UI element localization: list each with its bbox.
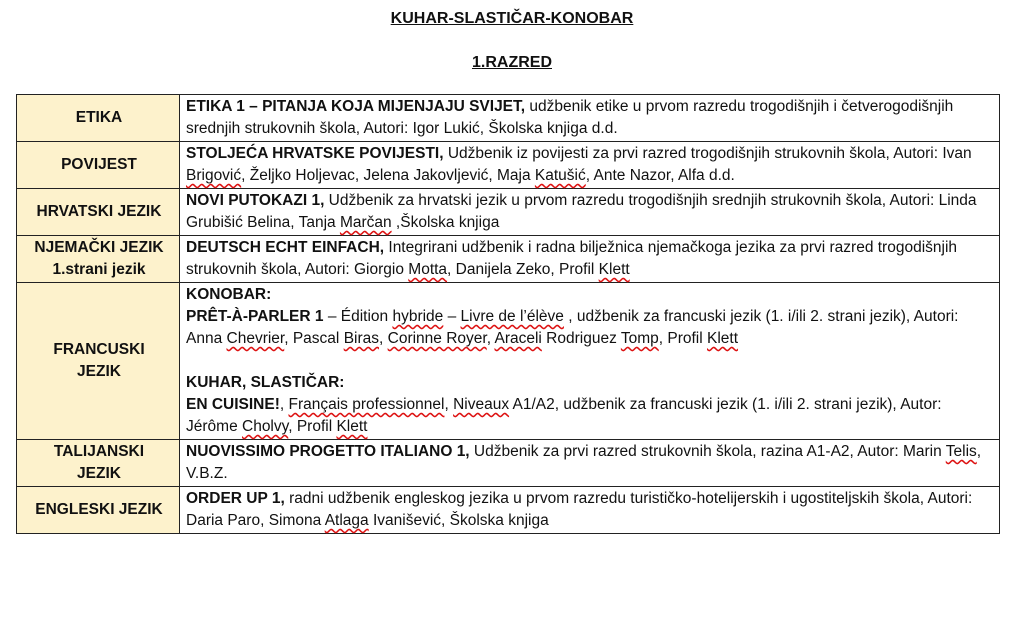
book-entry [186,394,995,438]
book-desc: Integrirani udžbenik i radna bilježnica njemačkoga jezika za prvi razred trogodišnjih strukovnih škola, Autori: Giorgio [186,239,958,278]
grade-title: 1.RAZRED [471,54,552,71]
spellcheck-word: Tomp [620,330,659,347]
book-desc: , Danijela Zeko, Profil [447,261,599,278]
subject-label: ENGLESKI JEZIK [35,501,163,518]
book-title: ETIKA 1 – PITANJA KOJA MIJENJAJU SVIJET, [186,98,526,115]
spellcheck-word: Chevrier [226,330,285,347]
spellcheck-word: Klett [336,418,368,435]
spellcheck-word: hybride [392,308,444,325]
book-desc: Udžbenik iz povijesti za prvi razred trogodišnjih strukovnih škola, Autori: Ivan [443,145,972,162]
book-desc: Rodriguez [541,330,621,347]
book-entry [186,306,995,350]
book-cell [180,95,1000,142]
table-row [17,142,1000,189]
book-title: NOVI PUTOKAZI 1, [186,192,325,209]
spacer [186,350,995,372]
book-desc: , Profil [658,330,707,347]
subject-sublabel: 1.strani jezik [52,261,146,278]
spellcheck-word: Niveaux [453,396,510,413]
spellcheck-word: Katušić [534,167,586,184]
subject-cell [17,440,180,487]
subject-sublabel: JEZIK [77,363,121,380]
program-title: KUHAR-SLASTIČAR-KONOBAR [390,10,634,27]
book-desc: radni udžbenik engleskog jezika u prvom razredu turističko-hotelijerskih i ugostiteljskih škola, Autori: Daria Paro, Simona [186,490,973,529]
book-desc: , [444,396,454,413]
book-title: EN CUISINE! [186,396,280,413]
spellcheck-word: Klett [707,330,739,347]
subject-cell [17,283,180,440]
book-cell [180,487,1000,534]
book-cell [180,142,1000,189]
spellcheck-word: Cholvy [242,418,289,435]
spellcheck-word: Klett [598,261,630,278]
subject-cell [17,95,180,142]
spellcheck-word: Brigović [186,167,242,184]
table-row [17,236,1000,283]
book-cell [180,236,1000,283]
table-row [17,487,1000,534]
book-desc: , V.B.Z. [186,443,982,482]
subject-cell [17,142,180,189]
book-desc: A1/A2, udžbenik za francuski jezik (1. i/ili 2. strani jezik), Autor: Jérôme [186,396,942,435]
subject-sublabel: JEZIK [77,465,121,482]
book-title: DEUTSCH ECHT EINFACH, [186,239,385,256]
subject-label: TALIJANSKI [53,443,145,460]
book-title: ORDER UP 1, [186,490,285,507]
book-title: PRÊT-À-PARLER 1 [186,308,324,325]
spellcheck-word: Araceli [494,330,542,347]
table-row [17,283,1000,440]
spellcheck-word: Livre de l’élève [460,308,564,325]
book-title: NUOVISSIMO PROGETTO ITALIANO 1, [186,443,470,460]
spellcheck-word: Français professionnel [288,396,445,413]
book-desc: , Profil [288,418,337,435]
subject-label: FRANCUSKI [53,341,145,358]
book-desc: , udžbenik za francuski jezik (1. i/ili 2. strani jezik), Autori: Anna [186,308,959,347]
spellcheck-word: Motta [408,261,448,278]
subject-label: NJEMAČKI JEZIK [34,239,164,256]
book-desc: ,Školska knjiga [391,214,500,231]
spellcheck-word: Biras [343,330,380,347]
book-desc: , Ante Nazor, Alfa d.d. [585,167,735,184]
spellcheck-word: Telis [945,443,977,460]
book-cell [180,189,1000,236]
book-cell [180,283,1000,440]
table-row [17,440,1000,487]
book-desc: Udžbenik za prvi razred strukovnih škola, razina A1-A2, Autor: Marin [469,443,946,460]
subject-label: POVIJEST [61,156,137,173]
textbook-table [16,94,1000,534]
book-desc: , [279,396,289,413]
section-label: KONOBAR: [186,286,272,303]
table-row [17,95,1000,142]
book-desc: – Édition [323,308,393,325]
section-label: KUHAR, SLASTIČAR: [186,374,345,391]
book-desc: , [486,330,495,347]
book-desc: Udžbenik za hrvatski jezik u prvom razredu trogodišnjih srednjih strukovnih škola, Autori: Linda Grubišić Belina, Tanja [186,192,977,231]
book-desc: , [379,330,388,347]
subject-label: ETIKA [75,109,123,126]
subject-cell [17,189,180,236]
book-title: STOLJEĆA HRVATSKE POVIJESTI, [186,145,444,162]
table-row [17,189,1000,236]
book-desc: udžbenik etike u prvom razredu trogodišnjih i četverogodišnjih srednjih strukovnih škola, Autori: Igor Lukić, Školska knjiga d.d. [186,98,954,137]
subject-cell [17,487,180,534]
book-cell [180,440,1000,487]
book-desc: – [443,308,461,325]
book-desc: Ivanišević, Školska knjiga [368,512,549,529]
spellcheck-word: Marčan [339,214,392,231]
subject-cell [17,236,180,283]
book-desc: , Pascal [284,330,344,347]
spellcheck-word: Corinne Royer [387,330,487,347]
spellcheck-word: Atlaga [324,512,369,529]
subject-label: HRVATSKI JEZIK [36,203,162,220]
book-desc: , Željko Holjevac, Jelena Jakovljević, Maja [241,167,535,184]
